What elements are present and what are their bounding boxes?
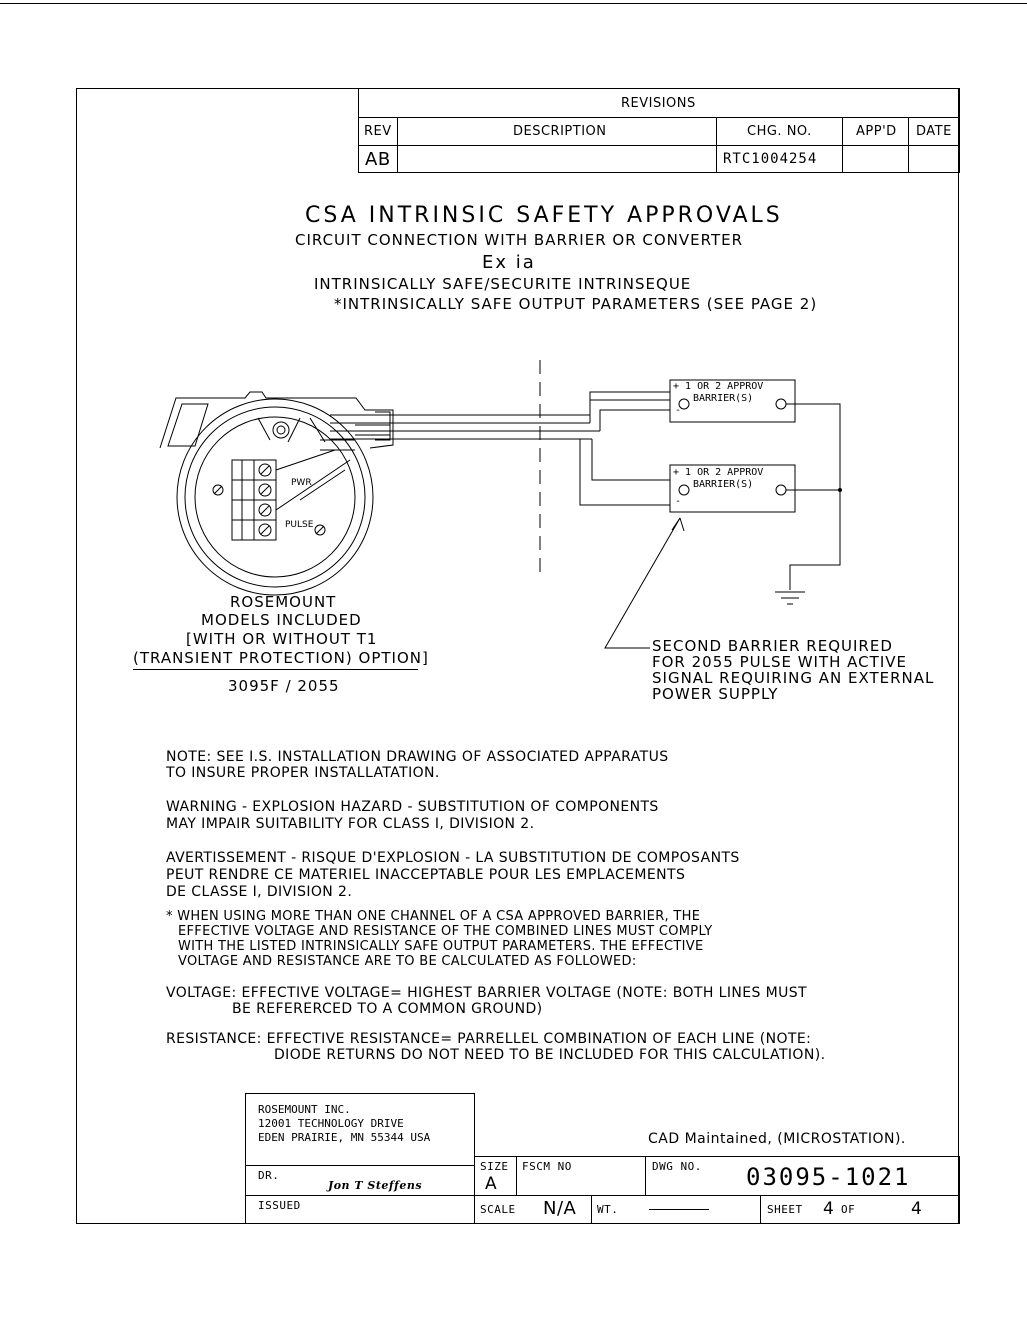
transmitter-housing-icon	[160, 392, 393, 595]
avert-line-3: DE CLASSE I, DIVISION 2.	[166, 884, 353, 900]
avert-line-2: PEUT RENDRE CE MATERIEL INACCEPTABLE POUR LES EMPLACEMENTS	[166, 867, 686, 883]
wt-blank-line	[649, 1209, 709, 1210]
caption-line-4: (TRANSIENT PROTECTION) OPTION]	[133, 649, 429, 667]
star-line-2: EFFECTIVE VOLTAGE AND RESISTANCE OF THE COMBINED LINES MUST COMPLY	[178, 924, 713, 939]
barrier-2-label-1: + 1 OR 2 APPROV	[673, 467, 764, 478]
warning-line-1: WARNING - EXPLOSION HAZARD - SUBSTITUTION OF COMPONENTS	[166, 799, 659, 815]
size-value: A	[485, 1174, 498, 1194]
rev-value: AB	[365, 149, 391, 170]
star-line-3: WITH THE LISTED INTRINSICALLY SAFE OUTPUT PARAMETERS. THE EFFECTIVE	[178, 939, 704, 954]
note1-line-2: TO INSURE PROPER INSTALLATATION.	[166, 765, 440, 781]
chg-value: RTC1004254	[723, 151, 818, 167]
col-rev: REV	[364, 124, 392, 139]
resistance-line-1: RESISTANCE: EFFECTIVE RESISTANCE= PARRELLEL COMBINATION OF EACH LINE (NOTE:	[166, 1031, 812, 1047]
callout-line-3: SIGNAL REQUIRING AN EXTERNAL	[652, 669, 935, 687]
sheet-total: 4	[911, 1199, 923, 1219]
fscm-label: FSCM NO	[522, 1160, 572, 1173]
size-cell	[474, 1156, 517, 1196]
issued-label: ISSUED	[258, 1199, 301, 1212]
barrier-2-terminal-icon	[679, 485, 689, 495]
star-line-4: VOLTAGE AND RESISTANCE ARE TO BE CALCULATED AS FOLLOWED:	[178, 954, 637, 969]
barrier-1-minus: -	[675, 405, 682, 416]
of-label: OF	[841, 1203, 856, 1216]
ground-wire-1	[786, 404, 840, 590]
barrier-1-label-1: + 1 OR 2 APPROV	[673, 381, 764, 392]
company-street: 12001 TECHNOLOGY DRIVE	[258, 1117, 404, 1130]
caption-models: 3095F / 2055	[228, 677, 340, 695]
caption-line-1: ROSEMOUNT	[230, 593, 337, 611]
drawer-name: Jon T Steffens	[328, 1179, 423, 1192]
field-wiring	[330, 392, 670, 505]
size-label: SIZE	[480, 1160, 509, 1173]
issued-cell	[245, 1195, 475, 1224]
scale-value: N/A	[543, 1198, 577, 1219]
sheet-cell	[760, 1195, 960, 1224]
terminal-pwr-label: PWR	[291, 478, 312, 488]
barrier-2-label-2: BARRIER(S)	[693, 479, 754, 490]
resistance-line-2: DIODE RETURNS DO NOT NEED TO BE INCLUDED FOR THIS CALCULATION).	[274, 1047, 826, 1063]
dwg-cell	[645, 1156, 960, 1196]
barrier-1-label-2: BARRIER(S)	[693, 393, 754, 404]
voltage-line-2: BE REFERERCED TO A COMMON GROUND)	[232, 1001, 543, 1017]
callout-line-1: SECOND BARRIER REQUIRED	[652, 637, 893, 655]
dr-cell	[245, 1165, 475, 1196]
title-line4: INTRINSICALLY SAFE/SECURITE INTRINSEQUE	[314, 275, 692, 293]
terminal-pulse-label: PULSE	[285, 520, 314, 530]
wt-cell	[591, 1195, 761, 1224]
scale-label: SCALE	[480, 1203, 516, 1216]
title-line5: *INTRINSICALLY SAFE OUTPUT PARAMETERS (SEE PAGE 2)	[334, 295, 818, 313]
title-exia: Ex ia	[482, 252, 536, 273]
avert-line-1: AVERTISSEMENT - RISQUE D'EXPLOSION - LA SUBSTITUTION DE COMPOSANTS	[166, 850, 740, 866]
voltage-line-1: VOLTAGE: EFFECTIVE VOLTAGE= HIGHEST BARRIER VOLTAGE (NOTE: BOTH LINES MUST	[166, 985, 807, 1001]
revisions-heading: REVISIONS	[621, 96, 696, 111]
ground-symbol-icon	[775, 592, 805, 604]
fscm-cell	[516, 1156, 646, 1196]
company-city: EDEN PRAIRIE, MN 55344 USA	[258, 1131, 431, 1144]
company-name: ROSEMOUNT INC.	[258, 1103, 351, 1116]
col-appd: APP'D	[856, 124, 897, 139]
scale-cell	[474, 1195, 592, 1224]
title-main: CSA INTRINSIC SAFETY APPROVALS	[305, 203, 783, 228]
barrier-2-minus: -	[675, 496, 682, 507]
callout-line-2: FOR 2055 PULSE WITH ACTIVE	[652, 653, 907, 671]
dwg-number: 03095-1021	[746, 1163, 911, 1191]
sheet-label: SHEET	[767, 1203, 803, 1216]
dwg-label: DWG NO.	[652, 1160, 702, 1173]
col-description: DESCRIPTION	[513, 124, 607, 139]
caption-line-2: MODELS INCLUDED	[201, 611, 362, 629]
caption-underline	[133, 669, 418, 670]
callout-leader	[605, 518, 680, 648]
caption-line-3: [WITH OR WITHOUT T1	[186, 630, 378, 648]
dr-label: DR.	[258, 1169, 280, 1182]
warning-line-2: MAY IMPAIR SUITABILITY FOR CLASS I, DIVISION 2.	[166, 816, 535, 832]
callout-line-4: POWER SUPPLY	[652, 685, 779, 703]
star-line-1: * WHEN USING MORE THAN ONE CHANNEL OF A CSA APPROVED BARRIER, THE	[166, 909, 701, 924]
cad-cell	[474, 1093, 960, 1157]
title-sub: CIRCUIT CONNECTION WITH BARRIER OR CONVERTER	[295, 231, 744, 249]
sheet-number: 4	[823, 1199, 835, 1219]
note1-line-1: NOTE: SEE I.S. INSTALLATION DRAWING OF ASSOCIATED APPARATUS	[166, 749, 669, 765]
company-cell	[245, 1093, 475, 1166]
cad-maintained: CAD Maintained, (MICROSTATION).	[648, 1131, 906, 1147]
wt-label: WT.	[597, 1203, 619, 1216]
col-chgno: CHG. NO.	[747, 124, 812, 139]
col-date: DATE	[916, 124, 952, 139]
